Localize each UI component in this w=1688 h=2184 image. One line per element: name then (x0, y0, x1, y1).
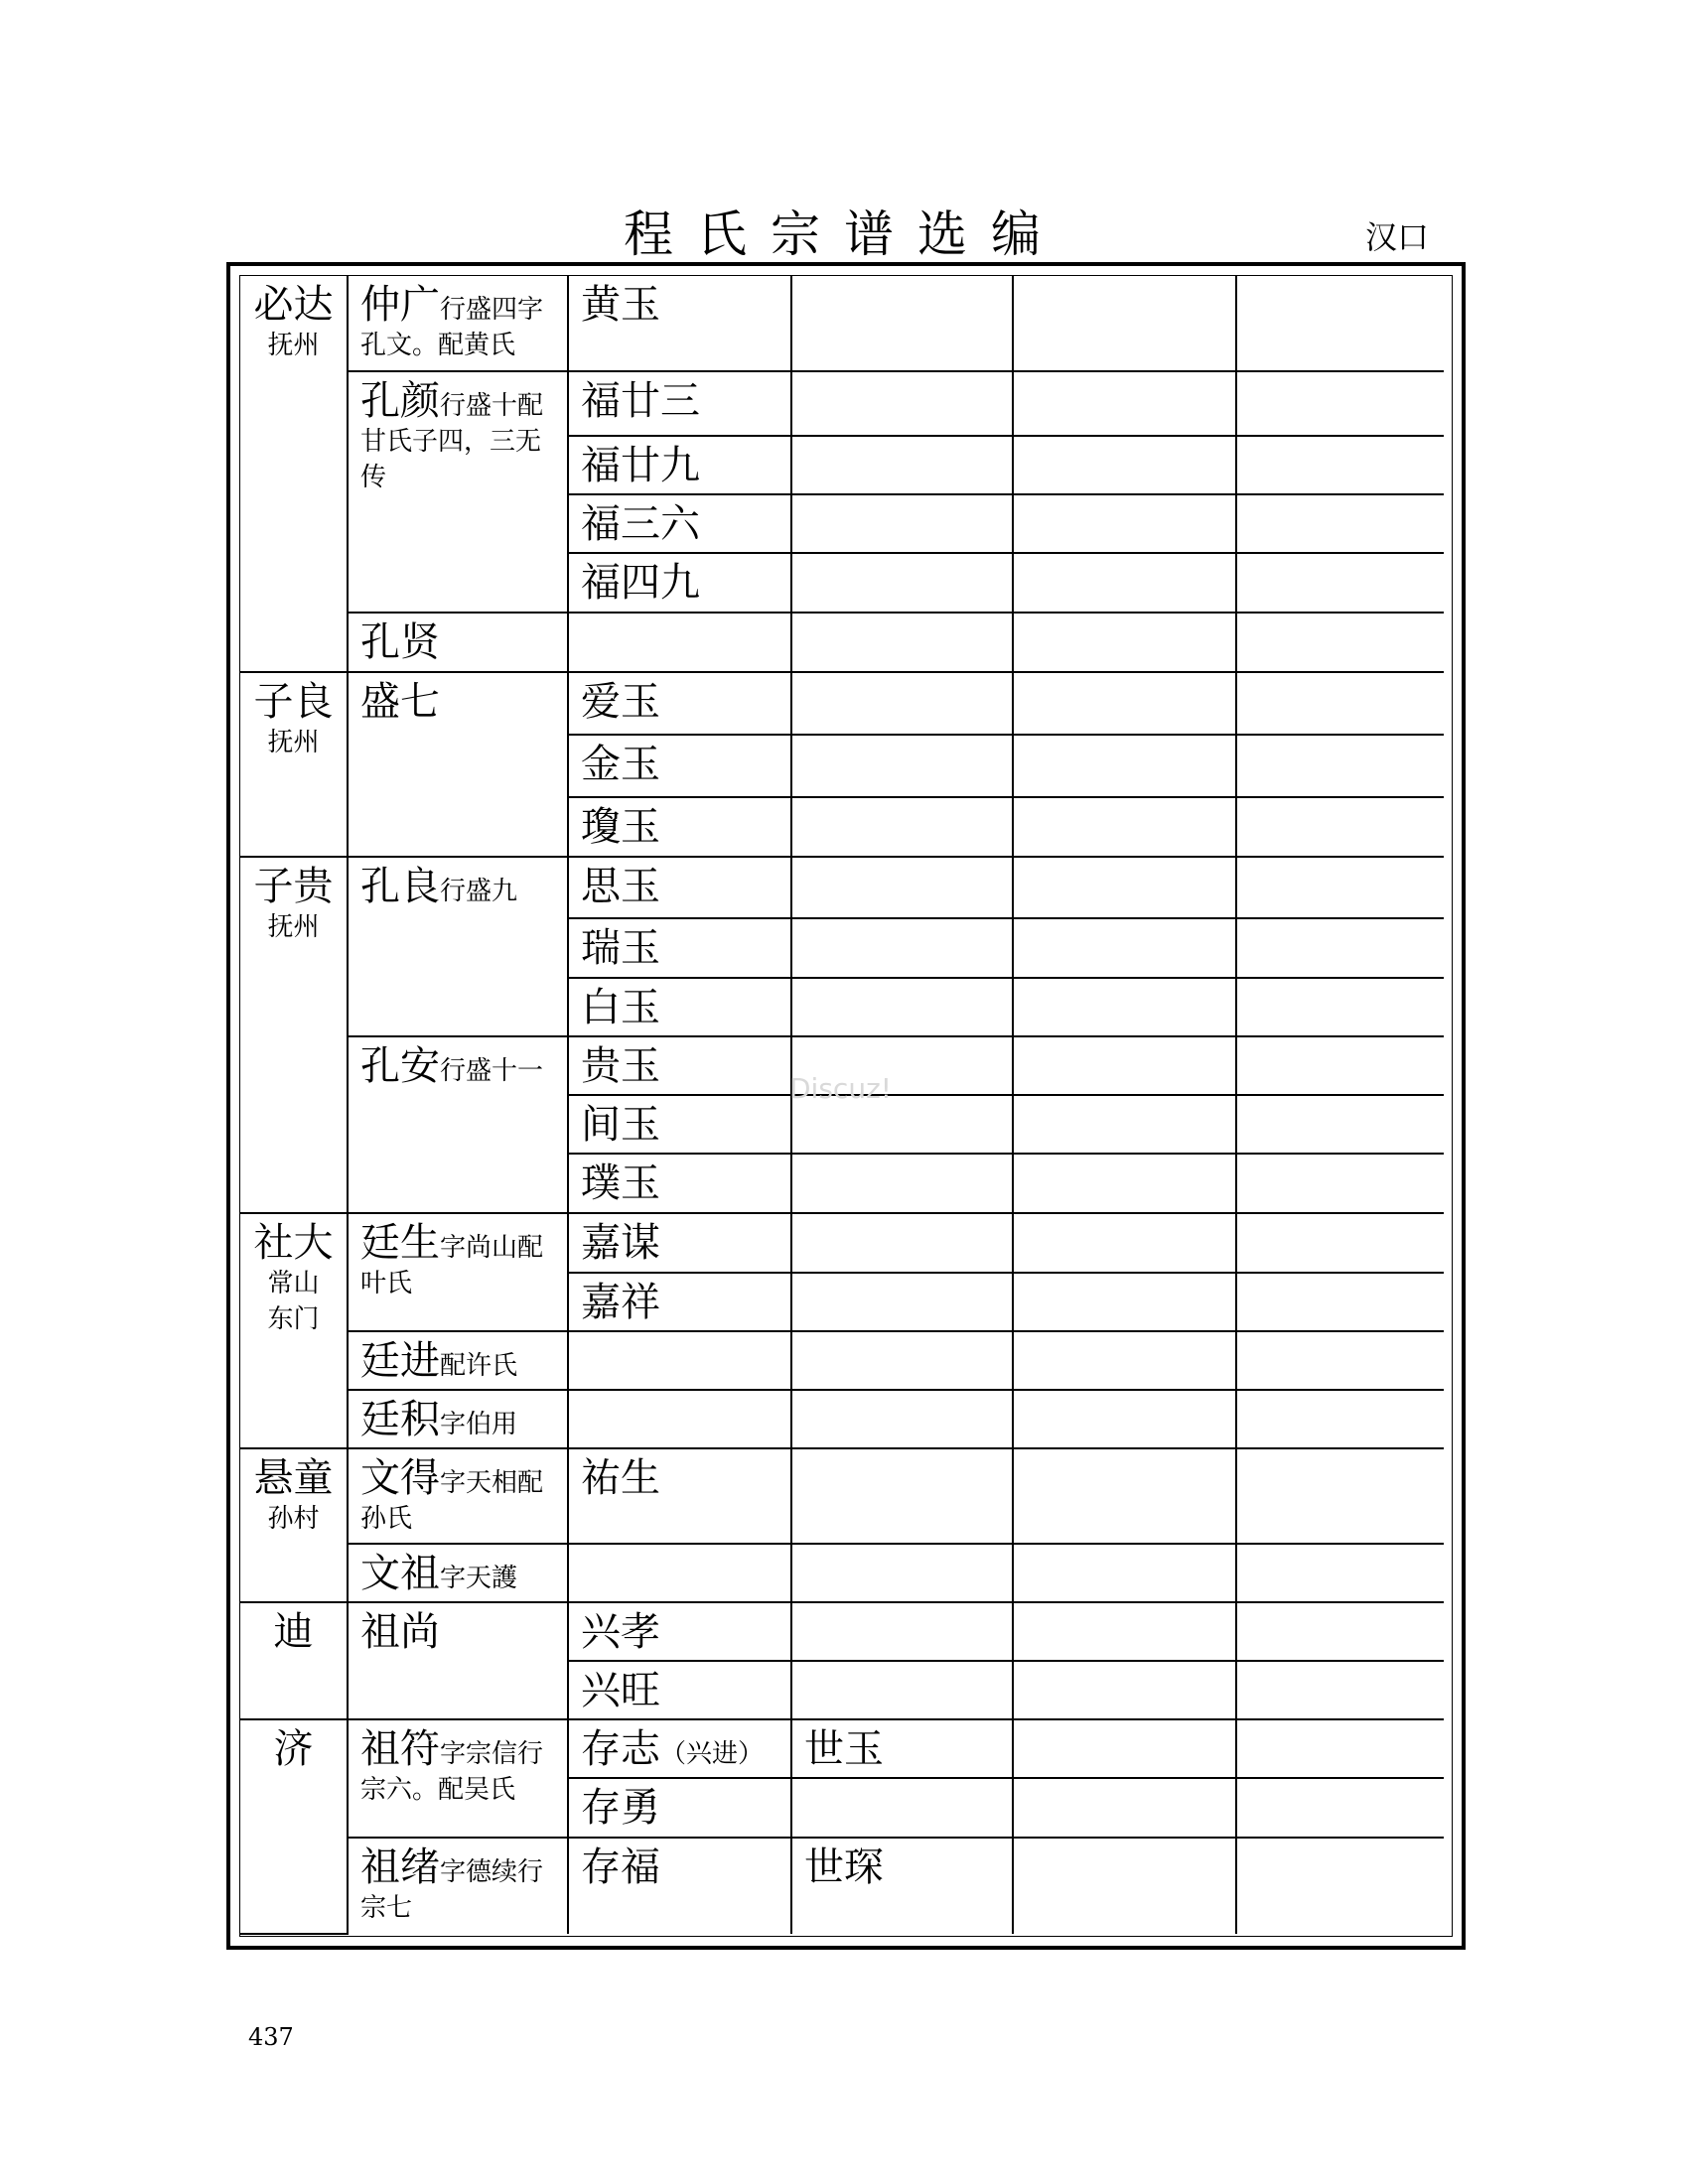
gen6-cell (1236, 735, 1444, 797)
gen1-cell (240, 276, 348, 672)
gen3-name: 瓊玉 (581, 804, 660, 850)
gen1-cell (240, 857, 348, 1213)
gen2-note: 行盛九 (440, 877, 518, 906)
gen2-name: 孔贤 (360, 619, 440, 665)
gen4-cell (791, 672, 1013, 735)
gen5-cell (1013, 1719, 1236, 1778)
gen2-cell (348, 1719, 568, 1838)
gen3-name: 存福 (581, 1844, 660, 1890)
table-row (240, 1331, 1444, 1390)
gen3-name: 福四九 (581, 560, 700, 606)
gen5-cell (1013, 978, 1236, 1036)
gen5-cell (1013, 918, 1236, 978)
gen3-name: 福三六 (581, 501, 700, 547)
gen4-cell (791, 553, 1013, 613)
gen6-cell (1236, 672, 1444, 735)
gen5-cell (1013, 1448, 1236, 1544)
gen2-cell (348, 1448, 568, 1544)
gen3-name: 嘉祥 (581, 1280, 660, 1325)
gen6-cell (1236, 1095, 1444, 1154)
gen3-cell (568, 1213, 791, 1273)
gen1-place: 常山东门 (267, 1269, 320, 1334)
gen6-cell (1236, 978, 1444, 1036)
gen6-cell (1236, 1036, 1444, 1095)
place-label: 汉口 (1365, 218, 1430, 256)
gen2-cell (348, 1838, 568, 1934)
gen3-name: 嘉谋 (581, 1220, 660, 1266)
gen1-place: 抚州 (267, 728, 320, 757)
gen2-note: 字德续行宗七 (360, 1857, 544, 1923)
gen1-cell (240, 1448, 348, 1602)
gen1-name: 子贵 (253, 864, 334, 909)
gen2-name: 孔良 (360, 864, 440, 909)
gen4-cell (791, 1544, 1013, 1602)
gen5-cell (1013, 797, 1236, 857)
gen1-name: 社大 (253, 1220, 334, 1266)
gen5-cell (1013, 613, 1236, 672)
gen5-cell (1013, 1273, 1236, 1331)
gen4-cell (791, 918, 1013, 978)
gen3-cell (568, 1095, 791, 1154)
gen2-name: 文祖 (360, 1551, 440, 1596)
gen4-cell (791, 1838, 1013, 1934)
gen3-cell (568, 978, 791, 1036)
gen5-cell (1013, 672, 1236, 735)
gen6-cell (1236, 857, 1444, 918)
gen6-cell (1236, 1838, 1444, 1934)
gen4-cell (791, 436, 1013, 494)
gen5-cell (1013, 1095, 1236, 1154)
table-row (240, 1602, 1444, 1661)
gen6-cell (1236, 494, 1444, 553)
gen3-name: 瑞玉 (581, 925, 660, 971)
gen2-cell (348, 613, 568, 672)
gen3-name: 贵玉 (581, 1043, 660, 1089)
gen6-cell (1236, 1778, 1444, 1838)
gen2-name: 祖符 (360, 1726, 440, 1772)
gen6-cell (1236, 553, 1444, 613)
gen5-cell (1013, 553, 1236, 613)
gen2-note: 字天護 (440, 1564, 518, 1593)
gen3-cell (568, 1602, 791, 1661)
gen2-name: 盛七 (360, 679, 440, 725)
gen3-cell (568, 1719, 791, 1778)
gen5-cell (1013, 857, 1236, 918)
gen2-name: 孔颜 (360, 378, 440, 424)
table-row (240, 1544, 1444, 1602)
gen4-cell (791, 797, 1013, 857)
gen2-note: 字宗信行宗六。配吴氏 (360, 1739, 544, 1805)
gen4-cell (791, 735, 1013, 797)
genealogy-table-frame (226, 262, 1466, 1950)
gen5-cell (1013, 1544, 1236, 1602)
gen3-cell (568, 735, 791, 797)
table-row (240, 1719, 1444, 1778)
gen2-name: 廷积 (360, 1397, 440, 1442)
gen3-name: 存勇 (581, 1785, 660, 1831)
gen3-cell (568, 371, 791, 436)
gen2-name: 仲广 (360, 282, 440, 328)
gen4-cell (791, 276, 1013, 371)
gen3-cell (568, 1331, 791, 1390)
gen3-cell (568, 1544, 791, 1602)
gen2-name: 祖绪 (360, 1844, 440, 1890)
gen5-cell (1013, 735, 1236, 797)
gen4-cell (791, 613, 1013, 672)
gen3-name: 兴旺 (581, 1668, 660, 1713)
gen3-cell (568, 1838, 791, 1934)
gen6-cell (1236, 1661, 1444, 1719)
gen5-cell (1013, 371, 1236, 436)
gen2-cell (348, 371, 568, 613)
gen5-cell (1013, 1036, 1236, 1095)
table-row (240, 1448, 1444, 1544)
gen3-cell (568, 1154, 791, 1213)
gen3-cell (568, 1778, 791, 1838)
gen5-cell (1013, 1331, 1236, 1390)
gen1-name: 必达 (253, 282, 334, 328)
gen2-name: 孔安 (360, 1043, 440, 1089)
gen4-name: 世琛 (804, 1844, 884, 1890)
gen4-cell (791, 1331, 1013, 1390)
table-row (240, 613, 1444, 672)
gen6-cell (1236, 1390, 1444, 1448)
gen5-cell (1013, 1154, 1236, 1213)
gen1-name: 子良 (253, 679, 334, 725)
gen1-name: 迪 (273, 1609, 314, 1655)
gen1-cell (240, 1602, 348, 1719)
gen5-cell (1013, 1213, 1236, 1273)
gen6-cell (1236, 918, 1444, 978)
gen3-cell (568, 1448, 791, 1544)
gen2-name: 廷进 (360, 1338, 440, 1384)
gen2-name: 文得 (360, 1455, 440, 1501)
gen6-cell (1236, 1448, 1444, 1544)
gen2-cell (348, 276, 568, 371)
gen2-cell (348, 672, 568, 857)
gen1-name: 济 (273, 1726, 314, 1772)
gen2-name: 祖尚 (360, 1609, 440, 1655)
gen4-cell (791, 1213, 1013, 1273)
gen3-cell (568, 494, 791, 553)
gen4-cell (791, 371, 1013, 436)
table-row (240, 1390, 1444, 1448)
gen2-cell (348, 857, 568, 1036)
gen5-cell (1013, 1390, 1236, 1448)
gen3-name: 思玉 (581, 864, 660, 909)
gen3-cell (568, 918, 791, 978)
gen1-cell (240, 1719, 348, 1934)
gen4-cell (791, 1390, 1013, 1448)
table-row (240, 371, 1444, 436)
gen3-cell (568, 276, 791, 371)
table-row (240, 1838, 1444, 1934)
gen6-cell (1236, 276, 1444, 371)
gen1-place: 抚州 (267, 331, 320, 360)
gen4-cell (791, 1448, 1013, 1544)
gen3-name: 金玉 (581, 742, 660, 787)
gen5-cell (1013, 276, 1236, 371)
table-row (240, 276, 1444, 371)
gen3-cell (568, 553, 791, 613)
gen6-cell (1236, 1154, 1444, 1213)
gen3-name: 黄玉 (581, 282, 660, 328)
gen5-cell (1013, 1661, 1236, 1719)
gen3-name: 福廿九 (581, 443, 700, 488)
page-title: 程氏宗谱选编 (624, 205, 1064, 263)
table-row (240, 672, 1444, 735)
gen2-note: 字尚山配叶氏 (360, 1233, 544, 1298)
gen6-cell (1236, 797, 1444, 857)
gen2-cell (348, 1331, 568, 1390)
gen1-place: 孙村 (267, 1504, 320, 1534)
gen2-cell (348, 1602, 568, 1719)
gen4-cell (791, 1661, 1013, 1719)
gen6-cell (1236, 1273, 1444, 1331)
gen4-cell (791, 1602, 1013, 1661)
gen3-note: （兴进） (660, 1739, 765, 1769)
gen6-cell (1236, 436, 1444, 494)
gen5-cell (1013, 1778, 1236, 1838)
gen3-cell (568, 436, 791, 494)
gen6-cell (1236, 1544, 1444, 1602)
gen5-cell (1013, 1838, 1236, 1934)
gen6-cell (1236, 371, 1444, 436)
gen3-name: 兴孝 (581, 1609, 660, 1655)
gen3-name: 祐生 (581, 1455, 660, 1501)
gen2-cell (348, 1036, 568, 1213)
gen3-name: 白玉 (581, 985, 660, 1030)
gen2-name: 廷生 (360, 1220, 440, 1266)
gen2-cell (348, 1390, 568, 1448)
gen3-name: 璞玉 (581, 1160, 660, 1206)
gen3-name: 存志 (581, 1726, 660, 1772)
gen3-cell (568, 1036, 791, 1095)
gen4-cell (791, 978, 1013, 1036)
gen2-note: 配许氏 (440, 1351, 518, 1381)
gen4-cell (791, 857, 1013, 918)
gen2-note: 行盛十配甘氏子四，三无传 (360, 391, 544, 492)
gen2-cell (348, 1213, 568, 1331)
gen5-cell (1013, 494, 1236, 553)
gen1-cell (240, 1213, 348, 1448)
gen3-cell (568, 1390, 791, 1448)
gen4-cell (791, 1719, 1013, 1778)
genealogy-table-inner (239, 275, 1453, 1937)
gen3-name: 福廿三 (581, 378, 700, 424)
gen2-note: 行盛四字孔文。配黄氏 (360, 295, 544, 360)
gen3-cell (568, 613, 791, 672)
gen2-note: 字伯用 (440, 1410, 518, 1439)
gen2-note: 行盛十一 (440, 1056, 544, 1086)
gen4-cell (791, 1273, 1013, 1331)
gen6-cell (1236, 1213, 1444, 1273)
gen6-cell (1236, 613, 1444, 672)
gen6-cell (1236, 1719, 1444, 1778)
gen2-cell (348, 1544, 568, 1602)
gen4-cell (791, 1154, 1013, 1213)
gen5-cell (1013, 436, 1236, 494)
gen3-cell (568, 1273, 791, 1331)
gen2-note: 字天相配孙氏 (360, 1468, 544, 1534)
gen4-cell (791, 494, 1013, 553)
gen3-cell (568, 672, 791, 735)
gen5-cell (1013, 1602, 1236, 1661)
gen3-name: 间玉 (581, 1102, 660, 1148)
gen4-cell (791, 1778, 1013, 1838)
gen1-place: 抚州 (267, 912, 320, 942)
gen3-cell (568, 1661, 791, 1719)
gen1-name: 悬童 (253, 1455, 334, 1501)
gen3-name: 爱玉 (581, 679, 660, 725)
gen1-cell (240, 672, 348, 857)
table-row (240, 1213, 1444, 1273)
table-row (240, 857, 1444, 918)
gen6-cell (1236, 1331, 1444, 1390)
gen4-name: 世玉 (804, 1726, 884, 1772)
genealogy-table (240, 276, 1444, 1935)
gen3-cell (568, 797, 791, 857)
page-number: 437 (248, 2023, 294, 2051)
gen6-cell (1236, 1602, 1444, 1661)
gen3-cell (568, 857, 791, 918)
watermark-text: Discuz! (789, 1072, 892, 1105)
